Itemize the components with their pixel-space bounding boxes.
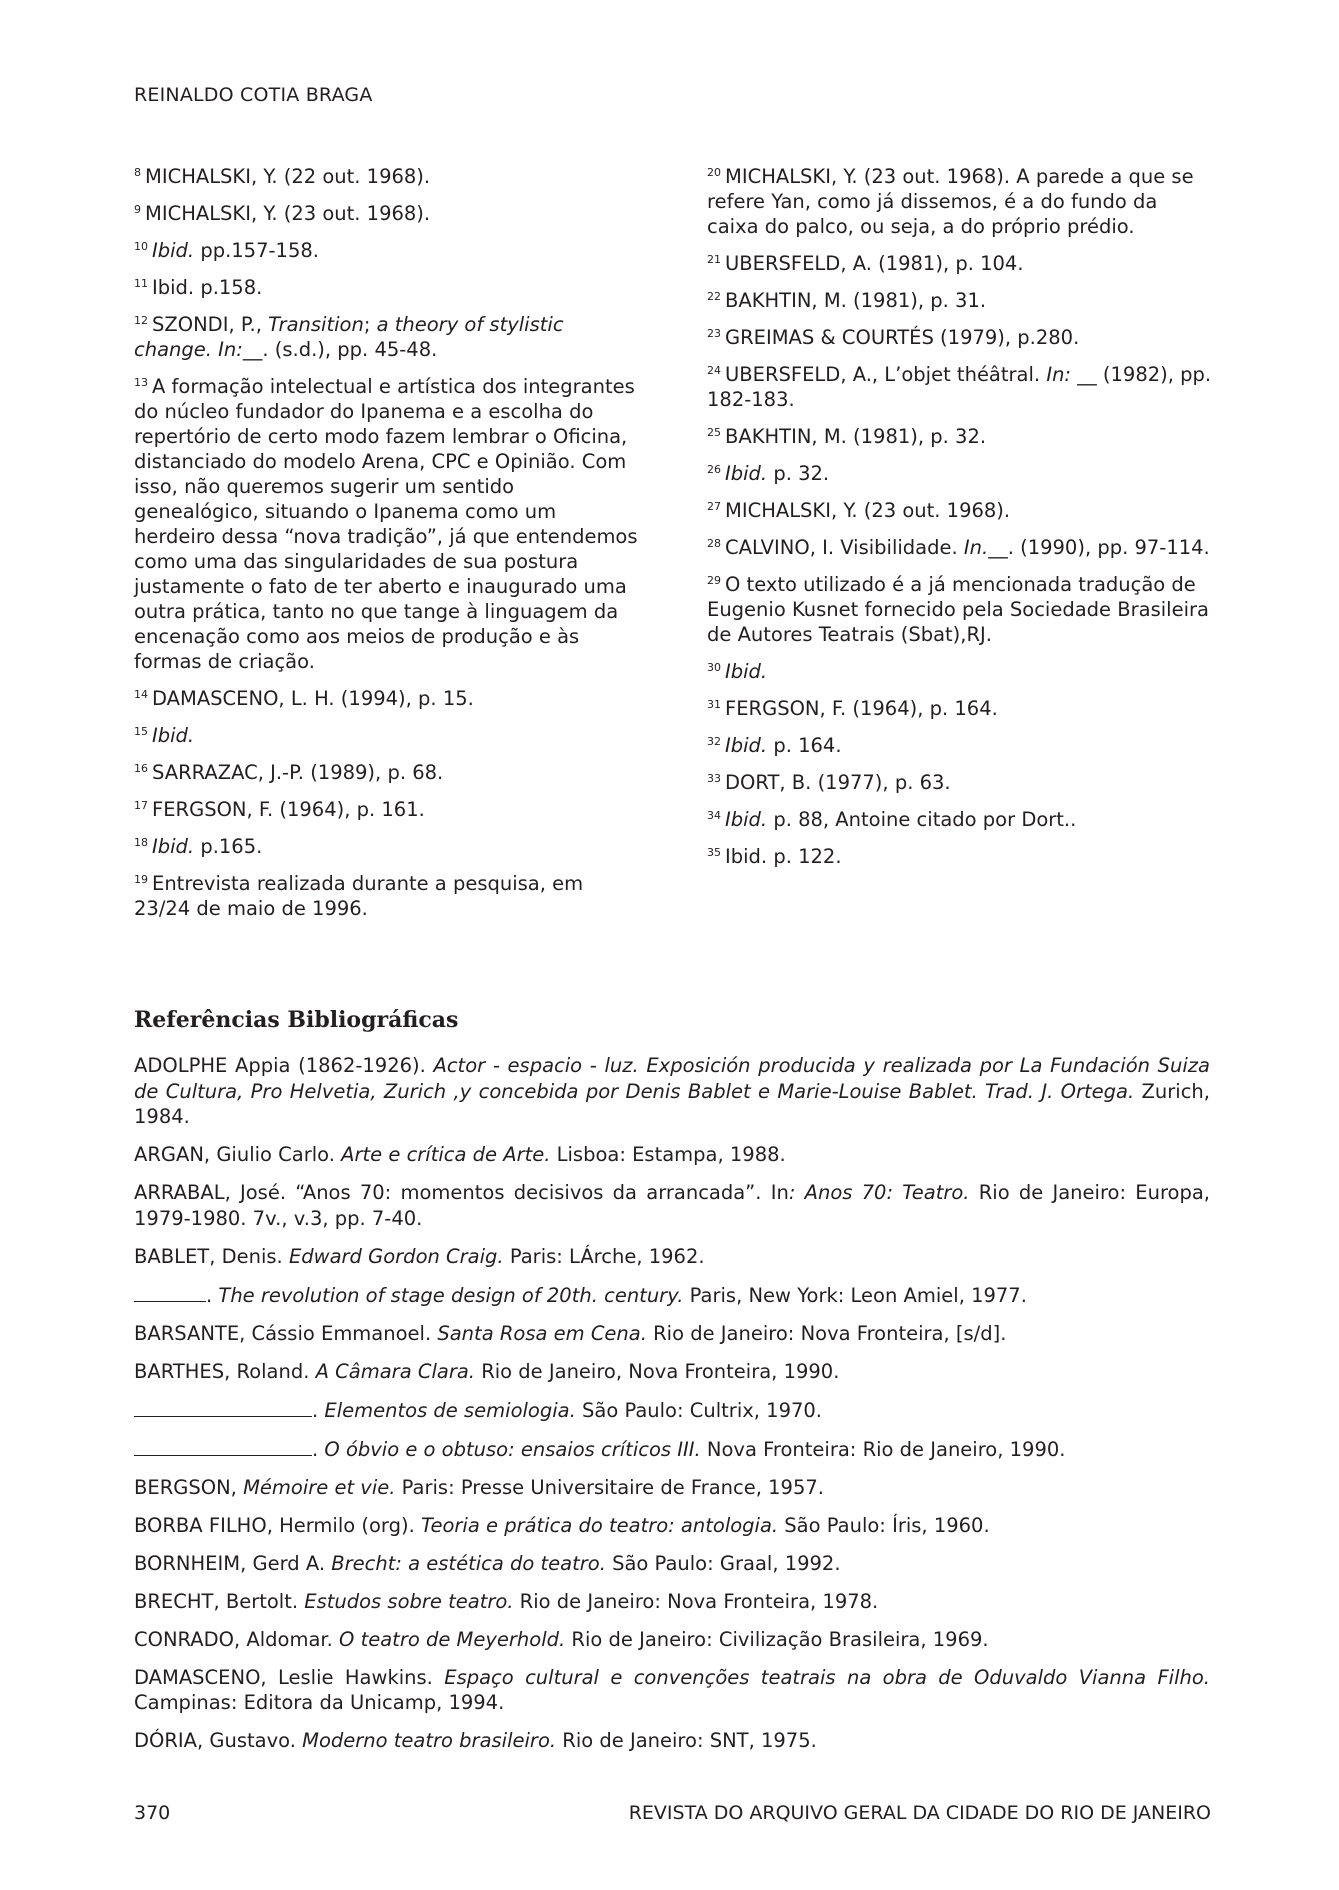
footnote <box>134 871 639 921</box>
footnote <box>707 325 1212 350</box>
reference-entry <box>134 1180 1210 1231</box>
footnote <box>707 288 1212 313</box>
footnote-number: 31 <box>707 698 721 711</box>
footnote <box>707 659 1212 684</box>
footnote-number: 8 <box>134 166 141 179</box>
footnote-number: 32 <box>707 735 721 748</box>
reference-entry <box>134 1282 1210 1309</box>
footnote <box>707 164 1212 239</box>
footnote <box>707 807 1212 832</box>
footnote-number: 30 <box>707 661 721 674</box>
text-run: ARGAN, Giulio Carlo. <box>134 1143 342 1166</box>
footnote <box>707 251 1212 276</box>
text-run: Paris, New York: Leon Amiel, 1977. <box>683 1283 1027 1307</box>
text-run: FERGSON, F. (1964), p. 164. <box>725 697 998 720</box>
italic-text: Mémoire et vie. <box>243 1475 396 1499</box>
reference-entry <box>134 1321 1210 1347</box>
text-run: BORBA FILHO, Hermilo (org). <box>134 1513 421 1537</box>
text-run: Campinas: Editora da Unicamp, 1994. <box>134 1691 505 1714</box>
italic-text: O óbvio e o obtuso: ensaios críticos III. <box>324 1437 701 1461</box>
text-run: Rio de Janeiro: Europa, 1979-1980. 7v., v.3, pp. 7-40. <box>134 1181 1210 1230</box>
text-run: Nova Fronteira: Rio de Janeiro, 1990. <box>700 1437 1066 1461</box>
footnote-number: 23 <box>707 327 721 340</box>
text-run: MICHALSKI, Y. (23 out. 1968). <box>145 202 431 225</box>
footnote <box>134 275 639 300</box>
italic-text: Elementos de semiologia. <box>324 1398 576 1422</box>
text-run: São Paulo: Graal, 1992. <box>605 1551 841 1575</box>
italic-text: Ibid. <box>152 835 195 858</box>
text-run: p. 88, Antoine citado por Dort.. <box>767 808 1077 831</box>
text-run: São Paulo: Cultrix, 1970. <box>575 1398 822 1422</box>
footnote <box>707 844 1212 869</box>
italic-text: Brecht: a estética do teatro. <box>331 1551 606 1575</box>
text-run: ARRABAL, José. “Anos 70: momentos decisivos da arrancada”. In <box>134 1181 789 1204</box>
italic-text: : Anos 70: Teatro. <box>788 1181 970 1204</box>
page-number: 370 <box>134 1802 171 1824</box>
text-run: Ibid. p. 122. <box>725 845 842 868</box>
text-run: Zurich, 1984. <box>134 1079 1210 1128</box>
footnote-number: 13 <box>134 376 148 389</box>
footnote-number: 19 <box>134 873 148 886</box>
reference-entry <box>134 1436 1210 1463</box>
footnote-number: 14 <box>134 688 148 701</box>
reference-entry <box>134 1551 1210 1577</box>
italic-text: Edward Gordon Craig. <box>288 1244 504 1268</box>
footnote-number: 35 <box>707 846 721 859</box>
italic-text: Estudos sobre teatro. <box>304 1589 514 1613</box>
text-run: Entrevista realizada durante a pesquisa, em 23/24 de maio de 1996. <box>134 872 584 920</box>
text-run: . <box>312 1398 325 1422</box>
footnote-number: 15 <box>134 725 148 738</box>
footnote <box>134 834 639 859</box>
reference-entry <box>134 1475 1210 1501</box>
italic-text: Ibid. <box>725 462 768 485</box>
reference-entry <box>134 1142 1210 1168</box>
footnote-number: 21 <box>707 253 721 266</box>
footnotes-right-column <box>707 164 1212 881</box>
reference-entry <box>134 1397 1210 1424</box>
text-run: DORT, B. (1977), p. 63. <box>725 771 951 794</box>
footnote-number: 24 <box>707 364 721 377</box>
footnote <box>134 164 639 189</box>
running-head: REINALDO COTIA BRAGA <box>134 84 373 106</box>
text-run: BRECHT, Bertolt. <box>134 1589 305 1613</box>
italic-text: Arte e crítica de Arte. <box>341 1143 551 1166</box>
author-repeat-line <box>134 1282 206 1302</box>
text-run: MICHALSKI, Y. (22 out. 1968). <box>145 165 431 188</box>
text-run: BERGSON, <box>134 1475 244 1499</box>
author-repeat-line <box>134 1397 312 1417</box>
italic-text: Actor - espacio - luz. Exposición producida y realizada por La Fundación Suiza de Cultura, Pro Helvetia, Zurich ,y concebida por Denis Bablet e Marie-Louise Bablet. Trad. J. Ortega. <box>134 1054 1210 1103</box>
text-run: DÓRIA, Gustavo. <box>134 1729 303 1752</box>
italic-text: Ibid. <box>725 660 768 683</box>
footnote <box>707 362 1212 412</box>
text-run: ; <box>363 313 377 336</box>
text-run: Rio de Janeiro: Nova Fronteira, 1978. <box>513 1589 879 1613</box>
text-run: . <box>312 1437 325 1461</box>
text-run: São Paulo: Íris, 1960. <box>778 1513 990 1537</box>
reference-entry <box>134 1589 1210 1615</box>
references-list <box>134 1053 1210 1766</box>
footnotes-left-column <box>134 164 639 933</box>
text-run: __. (s.d.), pp. 45-48. <box>242 338 438 361</box>
journal-title: REVISTA DO ARQUIVO GERAL DA CIDADE DO RIO DE JANEIRO <box>628 1802 1211 1824</box>
text-run: BAKHTIN, M. (1981), p. 31. <box>725 289 987 312</box>
reference-entry <box>134 1359 1210 1385</box>
footnote <box>707 733 1212 758</box>
reference-entry <box>134 1728 1210 1754</box>
footnote-number: 12 <box>134 314 148 327</box>
footnote-number: 18 <box>134 836 148 849</box>
footnote-number: 34 <box>707 809 721 822</box>
text-run: FERGSON, F. (1964), p. 161. <box>152 798 425 821</box>
text-run: Ibid. p.158. <box>152 276 263 299</box>
footnote <box>134 723 639 748</box>
footnote-number: 17 <box>134 799 148 812</box>
text-run: p. 32. <box>767 462 830 485</box>
text-run: CONRADO, Aldomar. <box>134 1627 340 1651</box>
text-run: A formação intelectual e artística dos integrantes do núcleo fundador do Ipanema e a escolha do repertório de certo modo fazem lembrar o Oficina, distanciado do modelo Arena, CPC e Opinião. Com isso, não queremos sugerir um sentido genealógico, situando o Ipanema como um herdeiro dessa “nova tradição”, já que entendemos como uma das singularidades de sua postura justamente o fato de ter aberto e inaugurado uma outra prática, tanto no que tange à linguagem da encenação como aos meios de produção e às formas de criação. <box>134 375 638 673</box>
italic-text: Espaço cultural e convenções teatrais na obra de Oduvaldo Vianna Filho. <box>444 1665 1211 1689</box>
text-run: BORNHEIM, Gerd A. <box>134 1551 332 1575</box>
text-run: p.165. <box>194 835 263 858</box>
text-run: __ (1982), pp. 182-183. <box>707 363 1212 411</box>
italic-text: The revolution of stage design of 20th. century. <box>218 1283 684 1307</box>
italic-text: In. <box>963 536 989 559</box>
italic-text: Ibid. <box>725 808 768 831</box>
footnote <box>707 696 1212 721</box>
text-run: Rio de Janeiro: Nova Fronteira, [s/d]. <box>646 1321 1007 1345</box>
italic-text: Teoria e prática do teatro: antologia. <box>420 1513 779 1537</box>
text-run: UBERSFELD, A. (1981), p. 104. <box>725 252 1024 275</box>
footnote-number: 28 <box>707 537 721 550</box>
footnote-number: 26 <box>707 463 721 476</box>
footnote <box>134 374 639 674</box>
italic-text: Santa Rosa em Cena. <box>437 1321 647 1345</box>
text-run: O texto utilizado é a já mencionada tradução de Eugenio Kusnet fornecido pela Sociedade Brasileira de Autores Teatrais (Sbat),RJ. <box>707 573 1209 646</box>
text-run: MICHALSKI, Y. (23 out. 1968). <box>725 499 1011 522</box>
footnote <box>134 201 639 226</box>
italic-text: Transition <box>268 313 364 336</box>
italic-text: Ibid. <box>152 724 195 747</box>
reference-entry <box>134 1665 1210 1716</box>
footnote-number: 29 <box>707 574 721 587</box>
text-run: pp.157-158. <box>194 239 319 262</box>
text-run: DAMASCENO, Leslie Hawkins. <box>134 1665 445 1689</box>
italic-text: Moderno teatro brasileiro. <box>302 1729 557 1752</box>
italic-text: Ibid. <box>152 239 195 262</box>
text-run: ADOLPHE Appia (1862-1926). <box>134 1054 434 1077</box>
footnote-number: 20 <box>707 166 721 179</box>
text-run: BABLET, Denis. <box>134 1244 289 1268</box>
text-run: SARRAZAC, J.-P. (1989), p. 68. <box>152 761 444 784</box>
footnote <box>134 686 639 711</box>
text-run: BAKHTIN, M. (1981), p. 32. <box>725 425 987 448</box>
text-run: BARSANTE, Cássio Emmanoel. <box>134 1321 438 1345</box>
footnote <box>134 238 639 263</box>
italic-text: O teatro de Meyerhold. <box>339 1627 566 1651</box>
text-run: Rio de Janeiro: Civilização Brasileira, 1969. <box>565 1627 989 1651</box>
text-run: Lisboa: Estampa, 1988. <box>550 1143 786 1166</box>
italic-text: In: <box>1046 363 1071 386</box>
footnote-number: 11 <box>134 277 148 290</box>
italic-text: A Câmara Clara. <box>315 1359 475 1383</box>
footnote <box>707 770 1212 795</box>
text-run: DAMASCENO, L. H. (1994), p. 15. <box>152 687 474 710</box>
text-run: Rio de Janeiro: SNT, 1975. <box>556 1729 817 1752</box>
italic-text: a theory of stylistic change. In: <box>134 313 564 361</box>
footnote <box>134 760 639 785</box>
footnote <box>707 572 1212 647</box>
author-repeat-line <box>134 1436 312 1456</box>
footnote <box>707 535 1212 560</box>
footnote-number: 10 <box>134 240 148 253</box>
footnote <box>707 498 1212 523</box>
reference-entry <box>134 1513 1210 1539</box>
footnote-number: 27 <box>707 500 721 513</box>
reference-entry <box>134 1627 1210 1653</box>
footnote-number: 9 <box>134 203 141 216</box>
footnote-number: 22 <box>707 290 721 303</box>
footnote-number: 16 <box>134 762 148 775</box>
footnote-number: 33 <box>707 772 721 785</box>
text-run: SZONDI, P., <box>152 313 269 336</box>
text-run: UBERSFELD, A., L’objet théâtral. <box>725 363 1047 386</box>
text-run: p. 164. <box>767 734 842 757</box>
text-run: __. (1990), pp. 97-114. <box>988 536 1210 559</box>
footnote <box>134 797 639 822</box>
footnote <box>707 461 1212 486</box>
footnote <box>707 424 1212 449</box>
text-run: . <box>206 1283 219 1307</box>
references-heading: Referências Bibliográficas <box>134 1007 459 1033</box>
text-run: Paris: Presse Universitaire de France, 1957. <box>395 1475 824 1499</box>
text-run: Rio de Janeiro, Nova Fronteira, 1990. <box>475 1359 840 1383</box>
text-run: GREIMAS & COURTÉS (1979), p.280. <box>725 326 1080 349</box>
text-run: CALVINO, I. Visibilidade. <box>725 536 964 559</box>
text-run: MICHALSKI, Y. (23 out. 1968). A parede a que se refere Yan, como já dissemos, é a do fundo da caixa do palco, ou seja, a do próprio prédio. <box>707 165 1194 238</box>
text-run: BARTHES, Roland. <box>134 1359 316 1383</box>
footnote <box>134 312 639 362</box>
footnote-number: 25 <box>707 426 721 439</box>
italic-text: Ibid. <box>725 734 768 757</box>
reference-entry <box>134 1053 1210 1130</box>
reference-entry <box>134 1244 1210 1270</box>
text-run: Paris: LÁrche, 1962. <box>503 1244 705 1268</box>
